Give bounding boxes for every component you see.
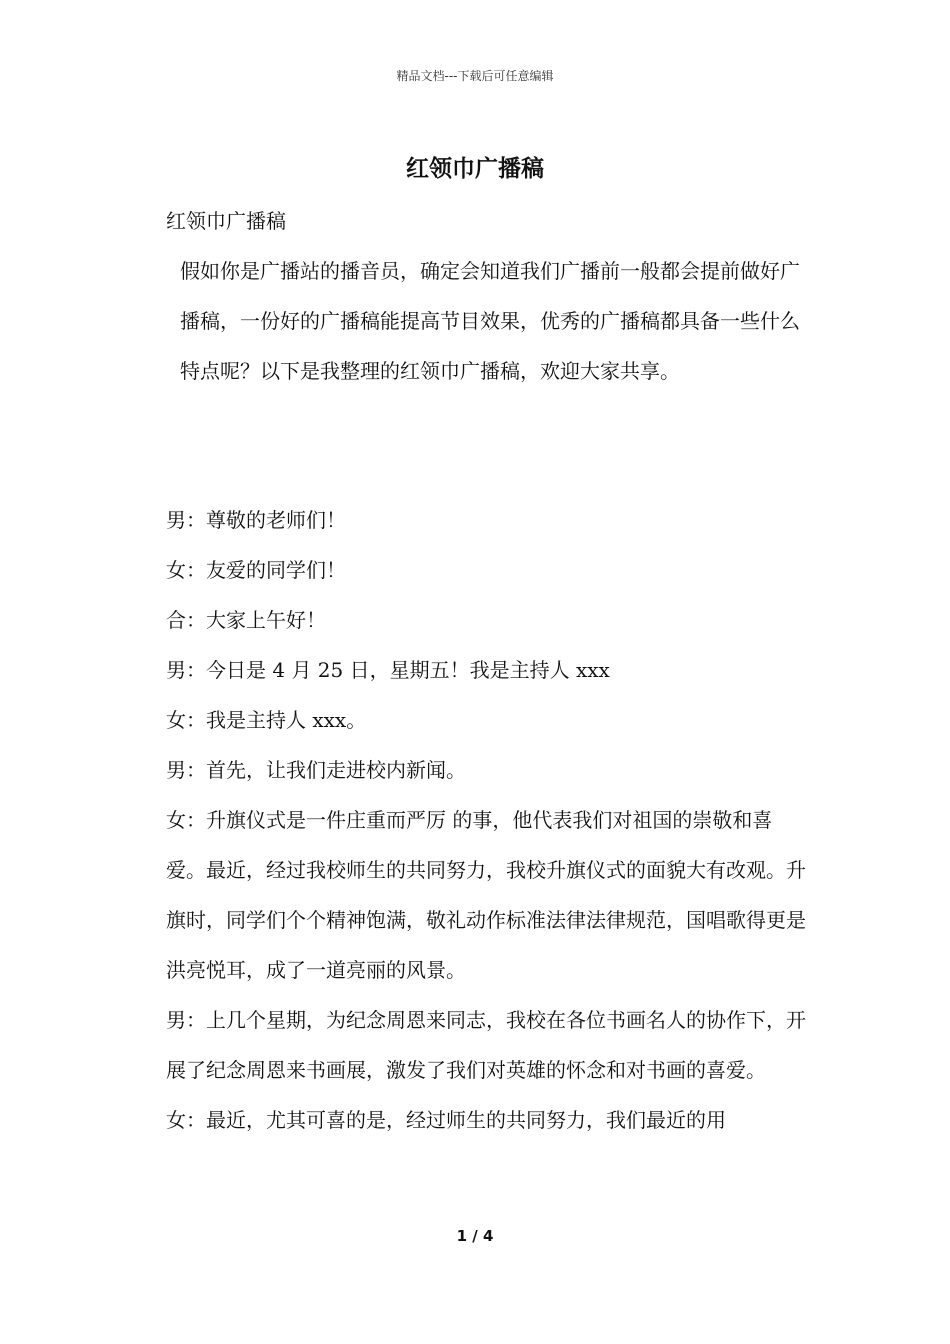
script-line: 男：尊敬的老师们！ xyxy=(166,508,346,532)
header-note: 精品文档---下载后可任意编辑 xyxy=(396,69,554,83)
script-line: 男：首先，让我们走进校内新闻。 xyxy=(166,758,466,782)
script-paragraph: 女：最近，尤其可喜的是，经过师生的共同努力，我们最近的用 xyxy=(166,1108,726,1132)
subtitle-paragraph: 红领巾广播稿 xyxy=(166,209,286,233)
page-number: 1 / 4 xyxy=(456,1227,494,1245)
script-line: 男：今日是 4 月 25 日，星期五！我是主持人 xxx xyxy=(166,658,610,682)
intro-paragraph: 假如你是广播站的播音员，确定会知道我们广播前一般都会提前做好广播稿，一份好的广播稿能提高节目效果，优秀的广播稿都具备一些什么特点呢？以下是我整理的红领巾广播稿，欢迎大家共享。 xyxy=(180,259,800,383)
document-title: 红领巾广播稿 xyxy=(406,155,544,182)
script-paragraph: 男：上几个星期，为纪念周恩来同志，我校在各位书画名人的协作下，开展了纪念周恩来书画展，激发了我们对英雄的怀念和对书画的喜爱。 xyxy=(166,1008,806,1082)
script-line: 合：大家上午好！ xyxy=(166,608,326,632)
script-line: 女：我是主持人 xxx。 xyxy=(166,708,367,732)
document-body xyxy=(145,196,810,1145)
script-paragraph: 女：升旗仪式是一件庄重而严厉 的事，他代表我们对祖国的崇敬和喜爱。最近，经过我校师生的共同努力，我校升旗仪式的面貌大有改观。升旗时，同学们个个精神饱满，敬礼动作标准法律法律规范，国唱歌得更是洪亮悦耳，成了一道亮丽的风景。 xyxy=(166,808,806,982)
paragraph-gap xyxy=(145,396,810,495)
script-line: 女：友爱的同学们！ xyxy=(166,558,346,582)
